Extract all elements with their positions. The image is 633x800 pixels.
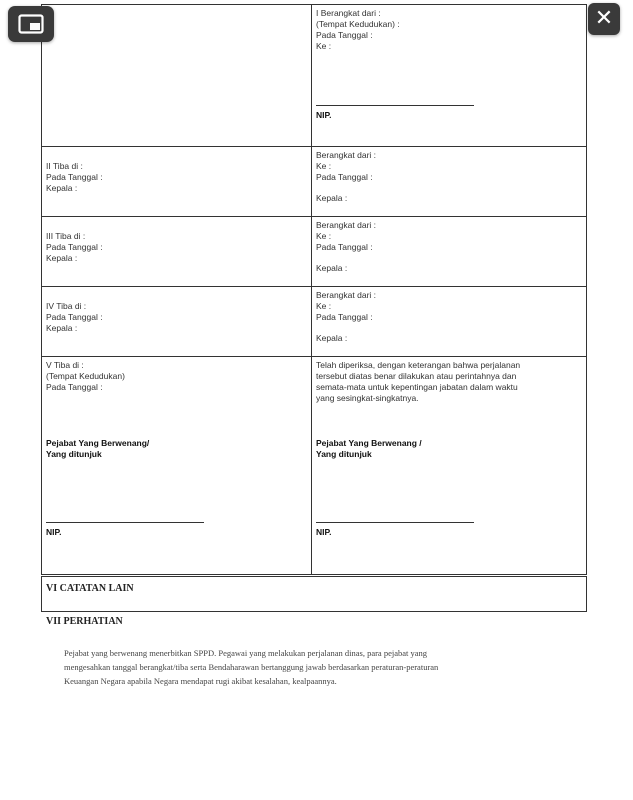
row-stop-2 (42, 147, 587, 217)
text-line: Berangkat dari : (316, 220, 377, 230)
text-line: Pada Tanggal : (46, 312, 103, 322)
row-return (42, 357, 587, 575)
signature-line (316, 105, 474, 106)
text-line: Pada Tanggal : (316, 242, 373, 252)
nip-label: NIP. (316, 527, 332, 537)
text-line: Keuangan Negara apabila Negara mendapat rugi akibat kesalahan, kealpaannya. (64, 676, 337, 686)
text-line: Pada Tanggal : (316, 172, 373, 182)
text-line: Kepala : (46, 253, 78, 263)
signature-line (316, 522, 474, 523)
official-title: Pejabat Yang Berwenang/ (46, 438, 150, 448)
nip-label: NIP. (46, 527, 62, 537)
text-line: Pada Tanggal : (46, 242, 103, 252)
text-line: Ke : (316, 41, 332, 51)
row2-right-cell (312, 147, 587, 217)
signature-line (46, 522, 204, 523)
text-line: IV Tiba di : (46, 301, 87, 311)
attention-heading: VII PERHATIAN (46, 616, 123, 627)
text-line: Berangkat dari : (316, 290, 377, 300)
row-departure (42, 5, 587, 147)
picture-in-picture-icon (18, 14, 44, 34)
text-line: Kepala : (46, 323, 78, 333)
text-line: II Tiba di : (46, 161, 83, 171)
close-icon: ✕ (594, 6, 614, 31)
text-line: yang sesingkat-singkatnya. (316, 393, 419, 403)
text-line: Pada Tanggal : (316, 312, 373, 322)
text-line: Ke : (316, 301, 332, 311)
row3-left-cell (42, 217, 312, 287)
sppd-travel-table (41, 4, 587, 575)
row2-left-cell (42, 147, 312, 217)
row4-right-cell (312, 287, 587, 357)
row5-right-cell (312, 357, 587, 575)
text-line: Pada Tanggal : (46, 172, 103, 182)
text-line: Kepala : (46, 183, 78, 193)
text-line: III Tiba di : (46, 231, 86, 241)
official-subtitle: Yang ditunjuk (316, 449, 372, 459)
text-line: V Tiba di : (46, 360, 84, 370)
text-line: Kepala : (316, 333, 348, 343)
text-line: semata-mata untuk kepentingan jabatan dalam waktu (316, 382, 518, 392)
text-line: Berangkat dari : (316, 150, 377, 160)
text-line: (Tempat Kedudukan) : (316, 19, 400, 29)
text-line: Telah diperiksa, dengan keterangan bahwa perjalanan (316, 360, 521, 370)
row1-left-cell (42, 5, 312, 147)
text-line: mengesahkan tanggal berangkat/tiba serta Bendaharawan bertanggung jawab berdasarkan peraturan-peraturan (64, 662, 439, 672)
nip-label: NIP. (316, 110, 332, 120)
picture-in-picture-button[interactable] (8, 6, 54, 42)
text-line: Pada Tanggal : (46, 382, 103, 392)
row-stop-4 (42, 287, 587, 357)
text-line: Kepala : (316, 263, 348, 273)
text-line: (Tempat Kedudukan) (46, 371, 125, 381)
close-button[interactable] (588, 3, 620, 35)
row1-right-cell (312, 5, 587, 147)
other-notes-label: VI CATATAN LAIN (46, 583, 134, 594)
row4-left-cell (42, 287, 312, 357)
other-notes-box (41, 576, 587, 612)
official-subtitle: Yang ditunjuk (46, 449, 102, 459)
text-line: Kepala : (316, 193, 348, 203)
text-line: tersebut diatas benar dilakukan atau perintahnya dan (316, 371, 517, 381)
text-line: Ke : (316, 161, 332, 171)
text-line: Pada Tanggal : (316, 30, 373, 40)
row5-left-cell (42, 357, 312, 575)
row3-right-cell (312, 217, 587, 287)
text-line: Ke : (316, 231, 332, 241)
row-stop-3 (42, 217, 587, 287)
attention-paragraph (64, 646, 574, 688)
text-line: I Berangkat dari : (316, 8, 381, 18)
official-title: Pejabat Yang Berwenang / (316, 438, 422, 448)
text-line: Pejabat yang berwenang menerbitkan SPPD. Pegawai yang melakukan perjalanan dinas, para pejabat yang (64, 648, 428, 658)
